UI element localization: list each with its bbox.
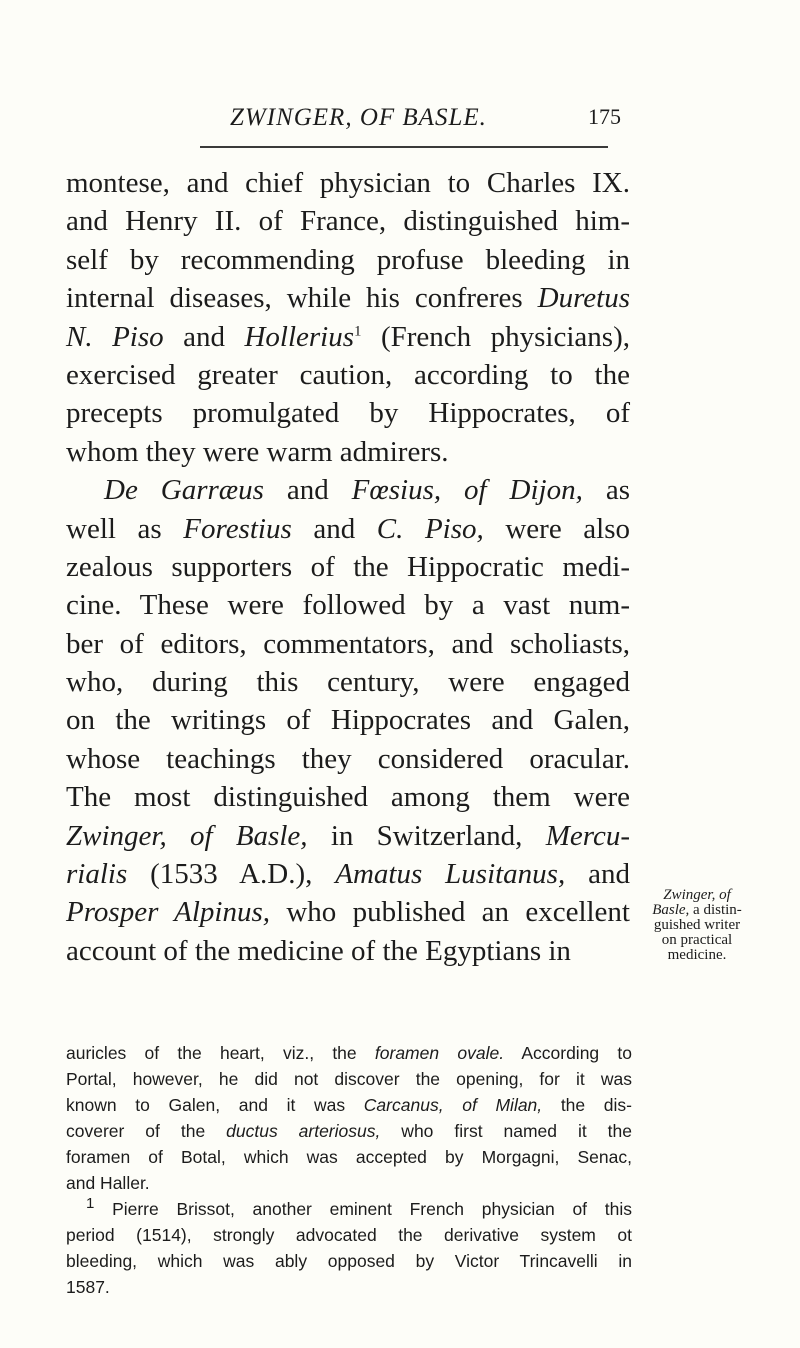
footnote-line: period (1514), strongly advocated the derivative system ot: [66, 1225, 632, 1245]
name-italic: Prosper Alpinus,: [66, 896, 271, 929]
text-line: ber of editors, commentators, and scholiasts,: [66, 627, 630, 660]
text-line: who, during this century, were engaged: [66, 666, 630, 699]
footnote-marker: 1: [86, 1195, 95, 1213]
header-rule: [200, 146, 608, 148]
name-italic: Zwinger, of Basle,: [66, 819, 308, 852]
text-line: Prosper Alpinus, who published an excellent: [66, 896, 630, 929]
name-italic: De Garræus: [104, 474, 264, 507]
page-number: 175: [588, 104, 621, 129]
text-line: whose teachings they considered oracular.: [66, 742, 630, 775]
footnote-line: 1587.: [66, 1277, 110, 1297]
footnote-line: $^1$ Pierre Brissot, another eminent French physician of this: [86, 1195, 632, 1219]
text-line: N. Piso and Hollerius$^1$ (French physicians),: [66, 320, 630, 353]
text-line: precepts promulgated by Hippocrates, of: [66, 397, 630, 430]
footnote-ref: 1: [354, 322, 362, 339]
footnote-line: Portal, however, he did not discover the opening, for it was: [66, 1069, 632, 1089]
text-line: montese, and chief physician to Charles IX.: [66, 167, 630, 199]
name-italic: Fœsius, of Dijon,: [351, 474, 583, 507]
name-italic: Forestius: [183, 512, 292, 545]
text-line: whom they were warm admirers.: [66, 435, 449, 468]
margin-note: Zwinger, of Basle, a distin- guished writer on practical medicine.: [652, 887, 742, 963]
name-italic: Hollerius: [244, 320, 355, 353]
text-line: De Garræus and Fœsius, of Dijon, as: [104, 474, 630, 507]
text-line: account of the medicine of the Egyptians in: [66, 934, 571, 967]
name-italic: N. Piso: [66, 320, 164, 353]
text-line: rialis (1533 A.D.), Amatus Lusitanus, and: [66, 858, 630, 891]
name-italic: rialis: [66, 858, 128, 891]
name-italic: Mercu-: [545, 819, 630, 852]
body-text: [66, 164, 630, 970]
text-line: self by recommending profuse bleeding in: [66, 243, 630, 276]
text-line: exercised greater caution, according to the: [66, 358, 630, 391]
text-line: and Henry II. of France, distinguished him-: [66, 205, 630, 238]
text-line: The most distinguished among them were: [66, 781, 630, 814]
footnote-line: foramen of Botal, which was accepted by Morgagni, Senac,: [66, 1147, 632, 1167]
footnote-line: bleeding, which was ably opposed by Victor Trincavelli in: [66, 1251, 632, 1271]
text-line: zealous supporters of the Hippocratic medi-: [66, 550, 630, 583]
text-line: Zwinger, of Basle, in Switzerland, Mercu-: [66, 819, 630, 852]
text-line: on the writings of Hippocrates and Galen,: [66, 704, 630, 737]
footnote-line: and Haller.: [66, 1173, 150, 1193]
footnotes: [66, 1040, 632, 1300]
footnote-line: auricles of the heart, viz., the foramen ovale. According to: [66, 1043, 633, 1063]
text-line: well as Forestius and C. Piso, were also: [66, 512, 631, 545]
footnote-line: coverer of the ductus arteriosus, who first named it the: [66, 1121, 632, 1141]
footnote-line: known to Galen, and it was Carcanus, of Milan, the dis-: [66, 1095, 633, 1115]
running-head: ZWINGER, OF BASLE.: [230, 104, 487, 131]
name-italic: Duretus: [537, 282, 630, 315]
name-italic: Amatus Lusitanus,: [335, 858, 566, 891]
text-line: cine. These were followed by a vast num-: [66, 589, 630, 622]
name-italic: C. Piso,: [376, 512, 484, 545]
text-line: internal diseases, while his confreres Duretus: [66, 282, 630, 315]
